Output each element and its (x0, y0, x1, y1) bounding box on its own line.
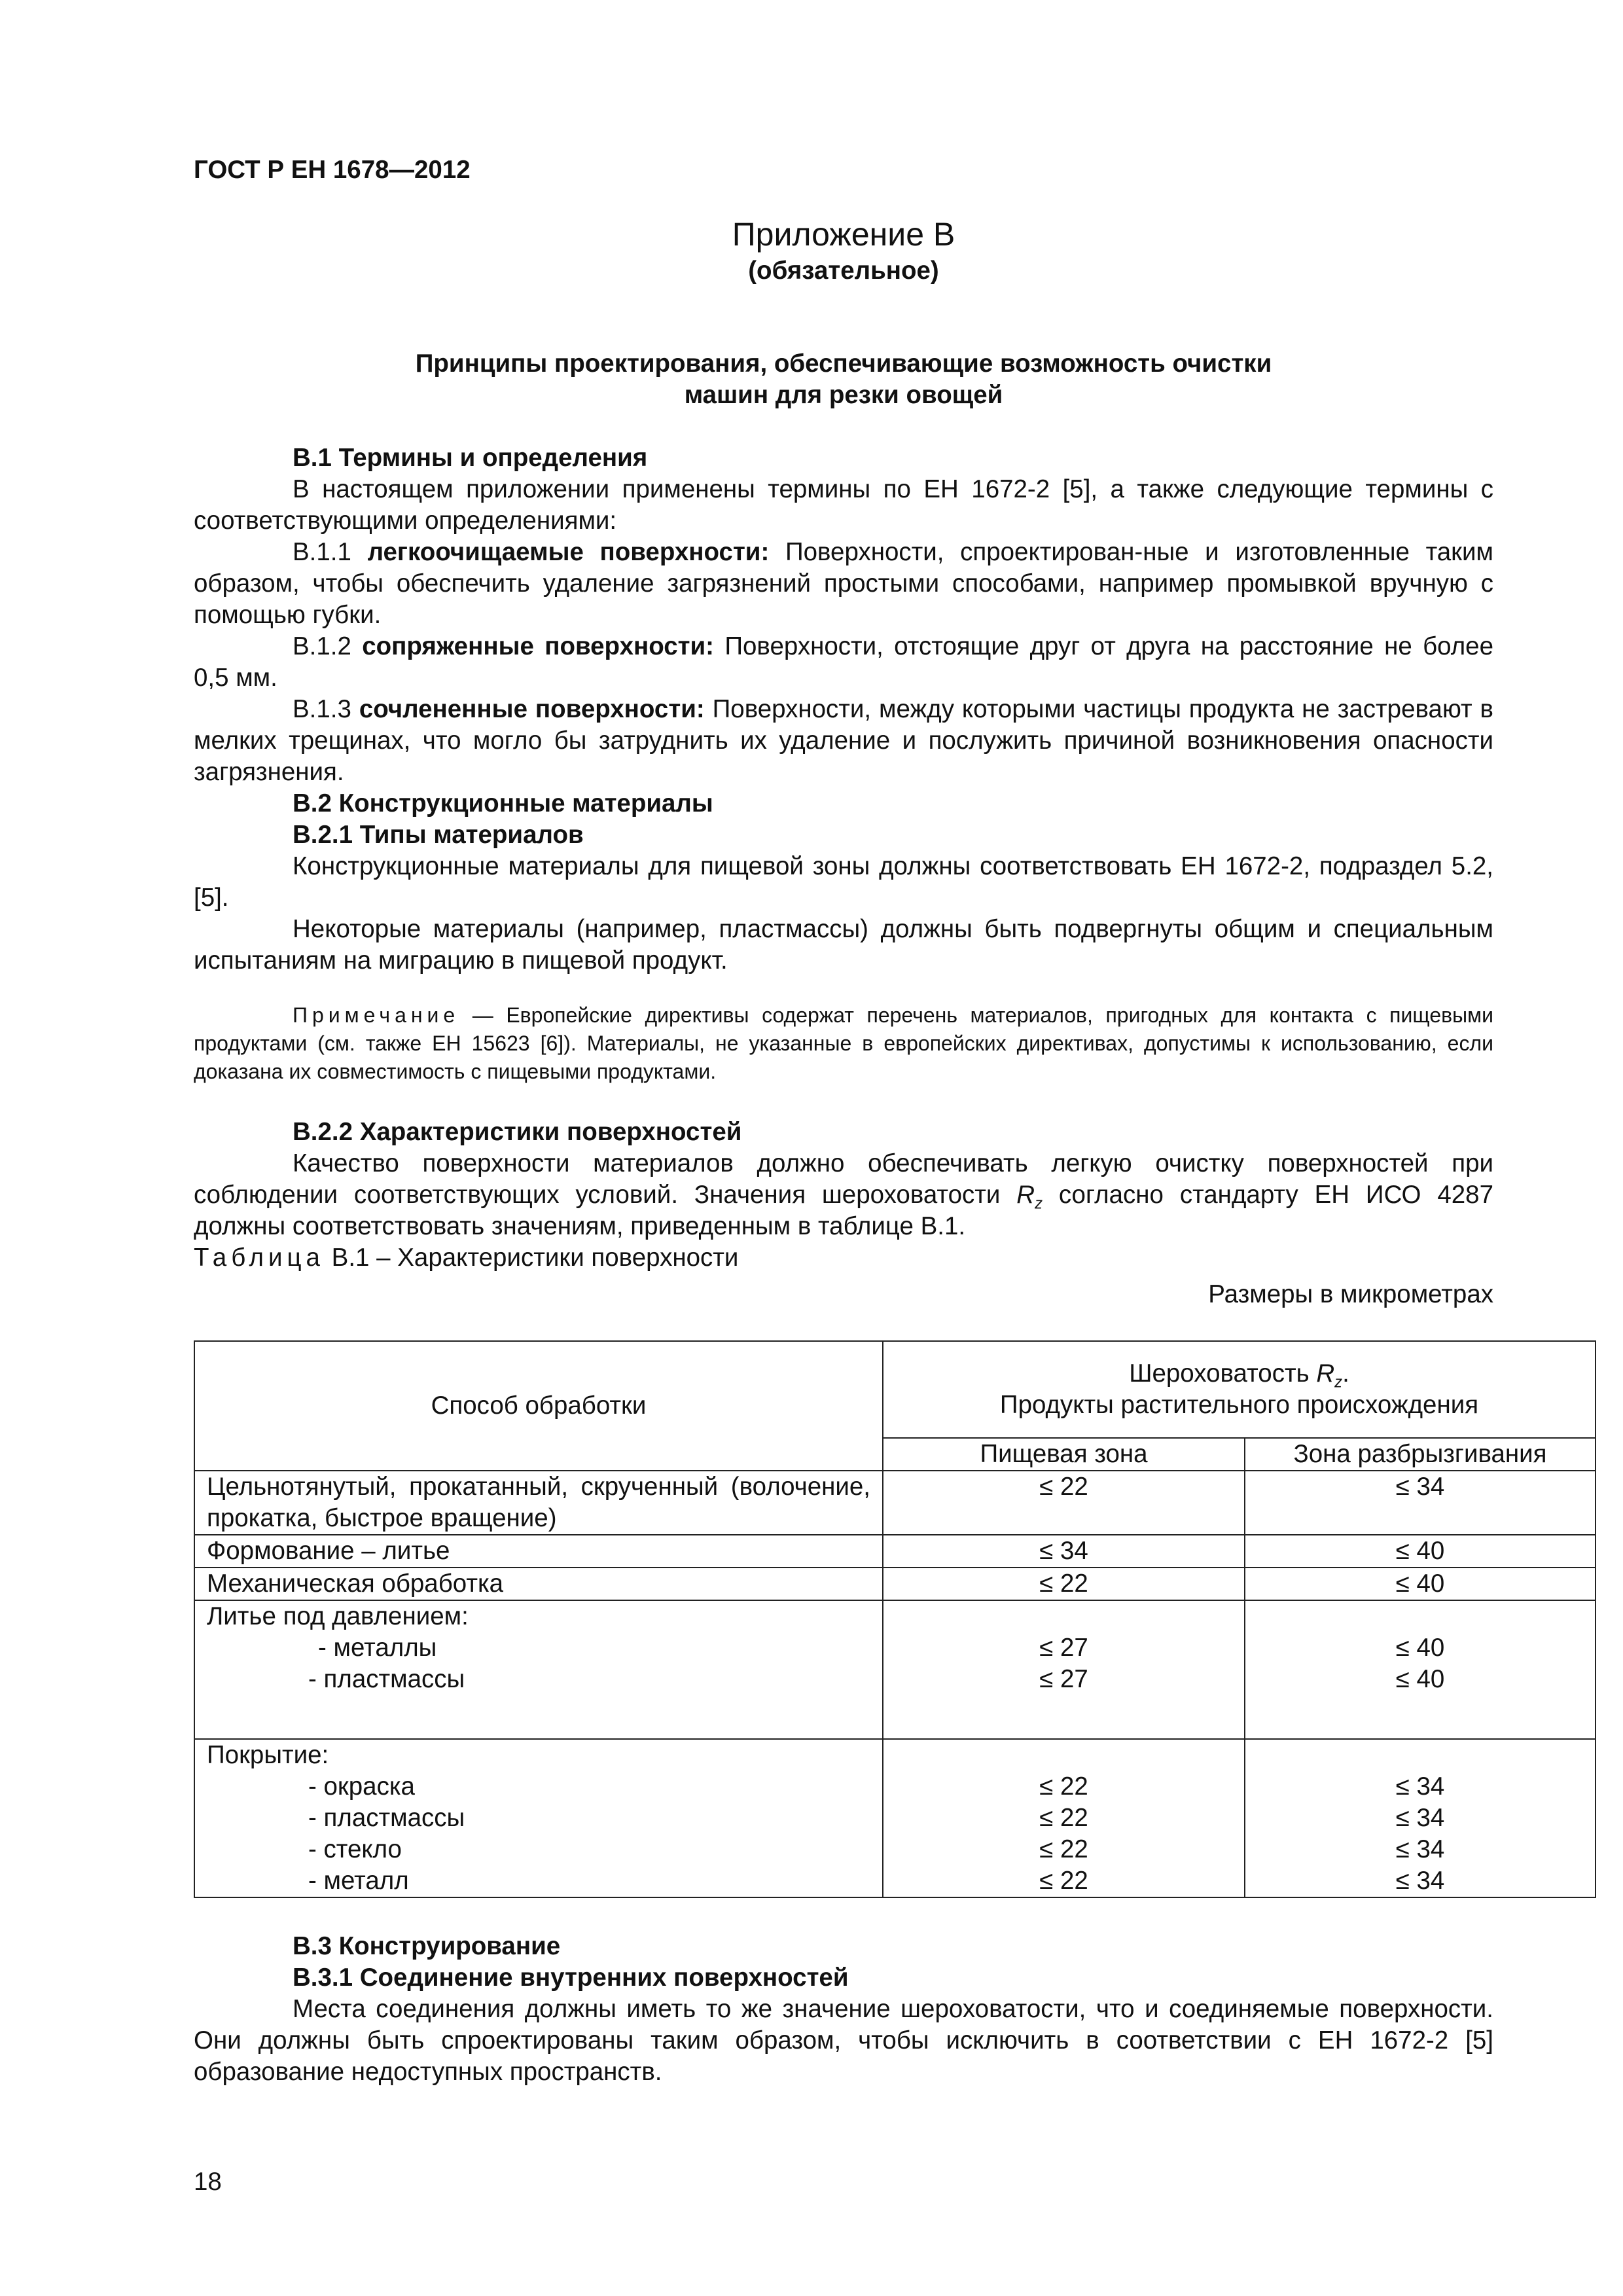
row-splash-value: ≤ 34 ≤ 34 ≤ 34 ≤ 34 (1245, 1739, 1596, 1897)
table-row (194, 1471, 1596, 1535)
annex-heading-line-2: машин для резки овощей (684, 381, 1003, 409)
table-row (194, 1739, 1596, 1897)
table-row (194, 1600, 1596, 1739)
column-header-method: Способ обработки (194, 1341, 883, 1471)
row-method: Формование – литье (194, 1535, 883, 1568)
annex-heading (194, 348, 1493, 411)
term-name: легкоочищаемые поверхности: (367, 538, 770, 566)
row-method: Покрытие: - окраска - пластмассы - стекло - металл (194, 1739, 883, 1897)
section-b1-intro: В настоящем приложении применены термины по ЕН 1672-2 [5], а также следующие термины с соответствующими определениями: (194, 475, 1493, 535)
section-b3-1-heading: В.3.1 Соединение внутренних поверхностей (293, 1964, 849, 1992)
annex-heading-line-1: Принципы проектирования, обеспечивающие возможность очистки (415, 350, 1272, 378)
section-b3 (194, 1931, 1493, 2088)
term-b1-1 (194, 537, 1493, 631)
term-number: В.1.1 (293, 538, 351, 566)
row-food-value: ≤ 22 (883, 1568, 1245, 1600)
term-b1-2 (194, 631, 1493, 694)
roughness-symbol: $R_z$ (1016, 1181, 1043, 1213)
section-b1-heading: В.1 Термины и определения (293, 444, 648, 472)
table-caption (194, 1242, 1493, 1274)
row-splash-value: ≤ 34 (1245, 1471, 1596, 1535)
column-header-origin: Продукты растительного происхождения (999, 1391, 1479, 1419)
note-label: Примечание (293, 1003, 460, 1027)
section-b2-2-heading: В.2.2 Характеристики поверхностей (293, 1118, 742, 1146)
note-text: — Европейские директивы содержат перечень материалов, пригодных для контакта с пищевыми продуктами (см. также ЕН 15623 [6]). Материалы, не указанные в европейских директивах, допустимы к использованию, если доказана их совместимость с пищевыми продуктами. (194, 1003, 1493, 1083)
table-row (194, 1535, 1596, 1568)
section-b2-1-heading: В.2.1 Типы материалов (293, 821, 584, 849)
section-b2-2 (194, 1117, 1493, 1310)
row-splash-value: ≤ 40 ≤ 40 (1245, 1600, 1596, 1739)
column-header-food-zone: Пищевая зона (883, 1438, 1245, 1471)
table-b1 (194, 1340, 1596, 1898)
row-food-value: ≤ 22 (883, 1471, 1245, 1535)
term-definition: Поверхности, между которыми частицы продукта не застревают в мелких трещинах, что могло бы затруднить их удаление и послужить причиной возникновения опасности загрязнения. (194, 695, 1493, 786)
row-food-value: ≤ 22 ≤ 22 ≤ 22 ≤ 22 (883, 1739, 1245, 1897)
section-b2-heading: В.2 Конструкционные материалы (293, 789, 713, 817)
term-number: В.1.3 (293, 695, 351, 723)
column-header-roughness: Шероховатость $R_z$. Продукты растительного происхождения (883, 1341, 1596, 1438)
column-header-splash-zone: Зона разбрызгивания (1245, 1438, 1596, 1471)
section-b3-heading: В.3 Конструирование (293, 1932, 561, 1960)
section-b3-1-paragraph: Места соединения должны иметь то же значение шероховатости, что и соединяемые поверхности. Они должны быть спроектированы таким образом, чтобы исключить в соответствии с ЕН 1672-2 [5] образование недоступных пространств. (194, 1995, 1493, 2086)
note (194, 1001, 1493, 1086)
term-name: сопряженные поверхности: (362, 632, 715, 660)
table-row (194, 1568, 1596, 1600)
table-caption-title: В.1 – Характеристики поверхности (324, 1244, 739, 1272)
row-food-value: ≤ 27 ≤ 27 (883, 1600, 1245, 1739)
term-definition: Поверхности, спроектирован-ные и изготовленные таким образом, чтобы обеспечить удаление загрязнений простыми способами, например промывкой вручную с помощью губки. (194, 538, 1494, 629)
row-splash-value: ≤ 40 (1245, 1568, 1596, 1600)
annex-title: Приложение В (732, 216, 955, 253)
table-units: Размеры в микрометрах (1208, 1280, 1493, 1308)
page-number: 18 (194, 2168, 222, 2196)
section-b2-2-paragraph: Качество поверхности материалов должно обеспечивать легкую очистку поверхностей при соблюдении соответствующих условий. Значения шероховатости $R_z$ согласно стандарту ЕН ИСО 4287 должны соответствовать значениям, приведенным в таблице В.1. (194, 1149, 1493, 1240)
row-method: Литье под давлением: - металлы - пластмассы (194, 1600, 883, 1739)
term-b1-3 (194, 694, 1493, 788)
row-food-value: ≤ 34 (883, 1535, 1245, 1568)
term-name: сочлененные поверхности: (359, 695, 705, 723)
section-b2-1-paragraph-1: Конструкционные материалы для пищевой зоны должны соответствовать ЕН 1672-2, подраздел 5.2, [5]. (194, 852, 1493, 912)
section-b1 (194, 442, 1493, 977)
row-method: Механическая обработка (194, 1568, 883, 1600)
section-b2-1-paragraph-2: Некоторые материалы (например, пластмассы) должны быть подвергнуты общим и специальным испытаниям на миграцию в пищевой продукт. (194, 915, 1493, 975)
term-number: В.1.2 (293, 632, 351, 660)
row-splash-value: ≤ 40 (1245, 1535, 1596, 1568)
document-code: ГОСТ Р ЕН 1678—2012 (194, 156, 471, 184)
term-definition: Поверхности, отстоящие друг от друга на расстояние не более 0,5 мм. (194, 632, 1493, 692)
row-method: Цельнотянутый, прокатанный, скрученный (волочение, прокатка, быстрое вращение) (194, 1471, 883, 1535)
table-caption-label: Таблица (194, 1244, 325, 1272)
annex-status: (обязательное) (748, 257, 939, 285)
